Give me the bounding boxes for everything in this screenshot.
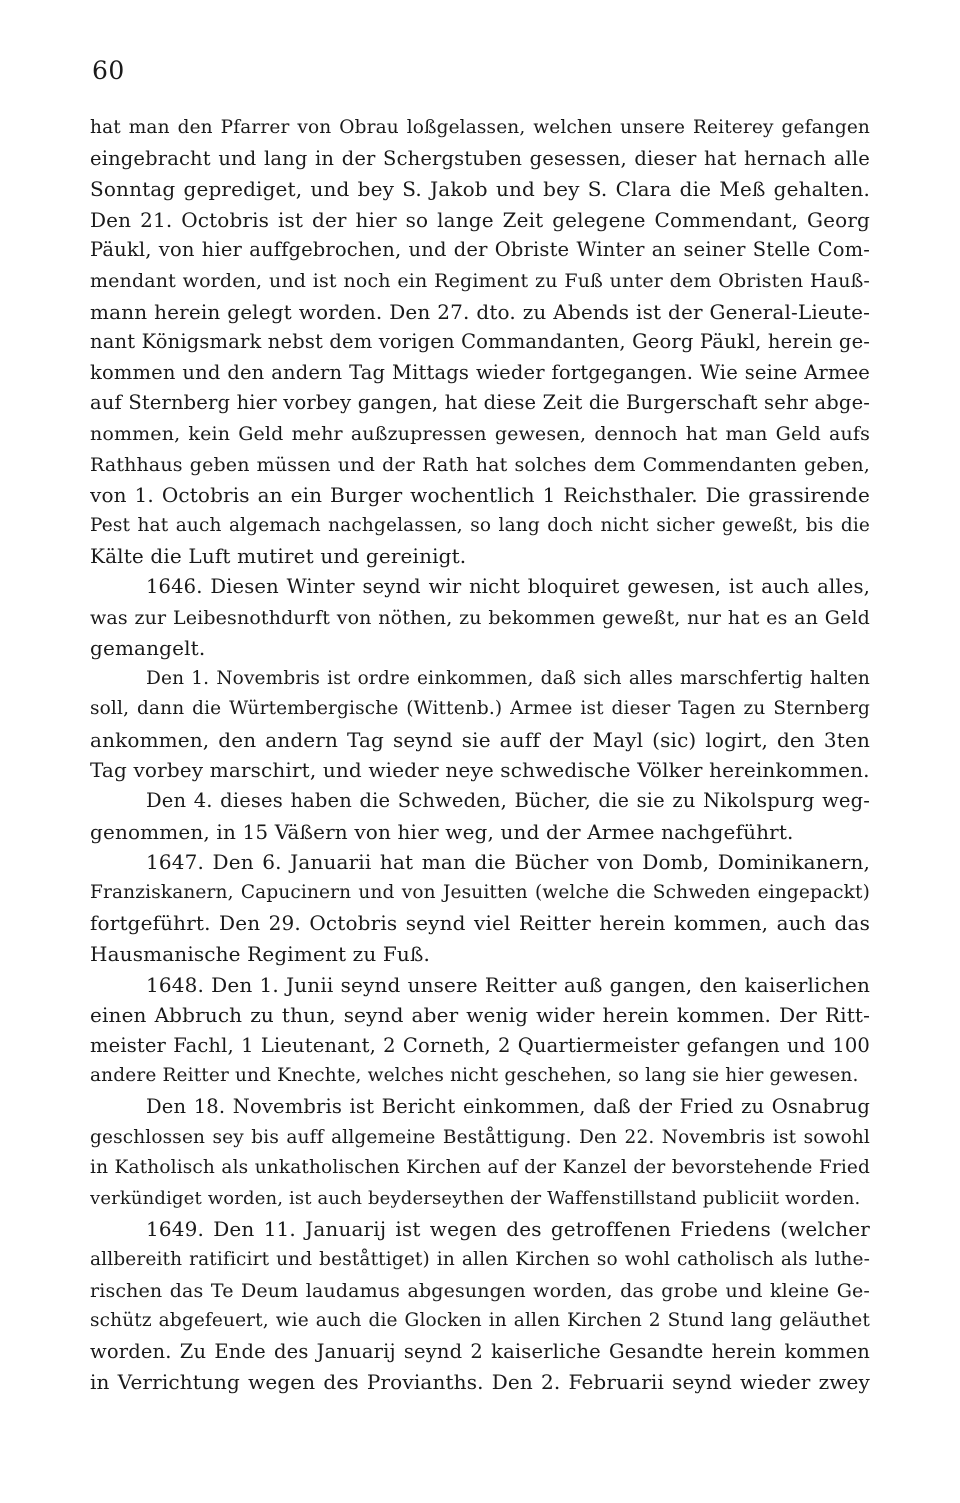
page-number: 60 bbox=[92, 56, 125, 85]
text-line: 1647. Den 6. Januarii hat man die Bücher von Domb, Dominikanern, bbox=[146, 850, 870, 875]
text-line: verkündiget worden, ist auch beyderseythen der Waffenstillstand publiciit worden. bbox=[90, 1187, 861, 1209]
text-line: nommen, kein Geld mehr außzupressen gewesen, dennoch hat man Geld aufs bbox=[90, 422, 870, 445]
text-line: Kälte die Luft mutiret und gereinigt. bbox=[90, 544, 467, 569]
text-line: geschlossen sey bis auff allgemeine Beståttigung. Den 22. Novembris ist sowohl bbox=[90, 1126, 870, 1148]
text-line: Den 21. Octobris ist der hier so lange Zeit gelegene Commendant, Georg bbox=[90, 207, 870, 232]
text-line: fortgeführt. Den 29. Octobris seynd viel Reitter herein kommen, auch das bbox=[90, 911, 870, 936]
text-line: schütz abgefeuert, wie auch die Glocken in allen Kirchen 2 Stund lang geläuthet bbox=[90, 1310, 870, 1332]
text-line: kommen und den andern Tag Mittags wieder fortgegangen. Wie seine Armee bbox=[90, 360, 870, 384]
body-text bbox=[90, 113, 870, 1398]
text-line: eingebracht und lang in der Schergstuben gesessen, dieser hat hernach alle bbox=[90, 146, 870, 170]
text-line: in Katholisch als unkatholischen Kirchen auf der Kanzel der bevorstehende Fried bbox=[90, 1157, 870, 1179]
text-line: Den 4. dieses haben die Schweden, Bücher, die sie zu Nikolspurg weg- bbox=[146, 789, 870, 813]
text-line: Den 1. Novembris ist ordre einkommen, daß sich alles marschfertig halten bbox=[146, 667, 870, 689]
text-line: Pest hat auch algemach nachgelassen, so lang doch nicht sicher geweßt, bis die bbox=[90, 514, 870, 536]
text-line: worden. Zu Ende des Januarij seynd 2 kaiserliche Gesandte herein kommen bbox=[90, 1339, 870, 1363]
text-line: nant Königsmark nebst dem vorigen Commandanten, Georg Päukl, herein ge- bbox=[90, 330, 870, 354]
text-line: einen Abbruch zu thun, seynd aber wenig wider herein kommen. Der Ritt- bbox=[90, 1003, 870, 1028]
text-line: Rathhaus geben müssen und der Rath hat solches dem Commendanten geben, bbox=[90, 453, 870, 476]
text-line: soll, dann die Würtembergische (Wittenb.) Armee ist dieser Tagen zu Sternberg bbox=[90, 698, 870, 720]
text-line: andere Reitter und Knechte, welches nicht geschehen, so lang sie hier gewesen. bbox=[90, 1065, 859, 1087]
text-line: 1648. Den 1. Junii seynd unsere Reitter auß gangen, den kaiserlichen bbox=[146, 972, 870, 997]
text-line: auf Sternberg hier vorbey gangen, hat diese Zeit die Burgerschaft sehr abge- bbox=[90, 391, 870, 415]
text-line: Hausmanische Regiment zu Fuß. bbox=[90, 942, 430, 967]
text-line: Sonntag geprediget, und bey S. Jakob und bey S. Clara die Meß gehalten. bbox=[90, 177, 870, 202]
text-line: allbereith ratificirt und beståttiget) in allen Kirchen so wohl catholisch als luthe- bbox=[90, 1248, 870, 1270]
text-line: in Verrichtung wegen des Provianths. Den 2. Februarii seynd wieder zwey bbox=[90, 1370, 870, 1395]
text-line: meister Fachl, 1 Lieutenant, 2 Corneth, 2 Quartiermeister gefangen und 100 bbox=[90, 1033, 870, 1057]
text-line: mann herein gelegt worden. Den 27. dto. zu Abends ist der General-Lieute- bbox=[90, 299, 870, 324]
text-line: Tag vorbey marschirt, und wieder neye schwedische Völker hereinkommen. bbox=[90, 758, 870, 783]
text-line: Päukl, von hier auffgebrochen, und der Obriste Winter an seiner Stelle Com- bbox=[90, 238, 870, 262]
text-line: mendant worden, und ist noch ein Regiment zu Fuß unter dem Obristen Hauß- bbox=[90, 269, 870, 292]
text-line: gemangelt. bbox=[90, 636, 206, 661]
text-line: genommen, in 15 Väßern von hier weg, und der Armee nachgeführt. bbox=[90, 819, 794, 844]
text-line: Franziskanern, Capucinern und von Jesuitten (welche die Schweden eingepackt) bbox=[90, 881, 870, 903]
text-line: hat man den Pfarrer von Obrau loßgelassen, welchen unsere Reiterey gefangen bbox=[90, 117, 870, 138]
text-line: 1646. Diesen Winter seynd wir nicht bloquiret gewesen, ist auch alles, bbox=[146, 574, 870, 598]
text-line: von 1. Octobris an ein Burger wochentlich 1 Reichsthaler. Die grassirende bbox=[90, 483, 870, 508]
text-line: 1649. Den 11. Januarij ist wegen des getroffenen Friedens (welcher bbox=[146, 1217, 870, 1242]
text-line: ankommen, den andern Tag seynd sie auff der Mayl (sic) logirt, den 3ten bbox=[90, 727, 870, 752]
text-line: Den 18. Novembris ist Bericht einkommen, daß der Fried zu Osnabrug bbox=[146, 1095, 870, 1118]
text-line: was zur Leibesnothdurft von nöthen, zu bekommen geweßt, nur hat es an Geld bbox=[90, 606, 870, 629]
text-line: rischen das Te Deum laudamus abgesungen worden, das grobe und kleine Ge- bbox=[90, 1279, 870, 1302]
